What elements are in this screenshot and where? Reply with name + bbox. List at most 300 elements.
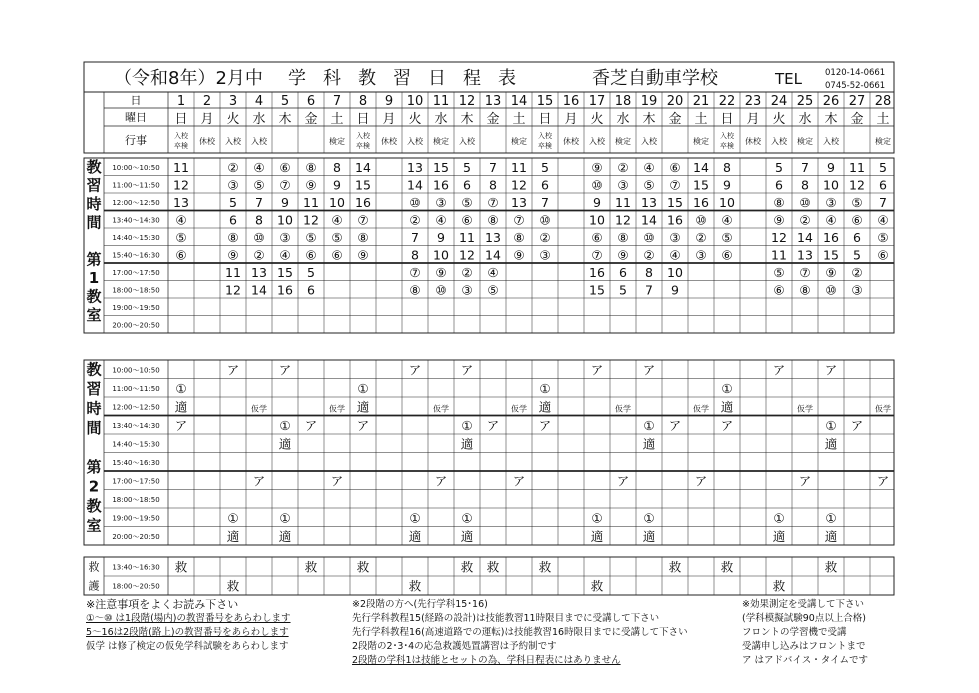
room2-cell: ア [850,417,864,433]
room1-cell: 5 [463,159,471,175]
day-number: 28 [874,94,892,109]
event-label: 休校 [381,137,397,146]
room1-cell: ③ [695,247,707,263]
school-name: 香芝自動車学校 [592,68,718,89]
event-label: 入校 [459,137,475,146]
room1-cell: ⑤ [175,229,187,245]
room1-cell: ④ [721,212,733,228]
room2-cell: ア [876,473,890,489]
room1-cell: ⑩ [695,212,707,228]
rescue-label-char: 護 [88,579,100,593]
event-label: 入校 [720,132,734,140]
room1-label-char: 時 [86,194,102,213]
room1-cell: 12 [771,229,787,245]
room1-cell: 5 [229,194,237,210]
room2-cell: 仮学 [251,404,267,414]
room2-cell: ア [616,473,630,489]
room1-cell: 12 [849,177,865,193]
room1-cell: 14 [251,282,267,298]
room1-cell: ④ [643,159,655,175]
note-advice-time: ア はアドバイス・タイムです [742,655,869,666]
room1-cell: 7 [411,229,419,245]
room2-time-slot: 18:00～18:50 [112,495,160,504]
room2-cell: 適 [408,528,422,544]
room1-label-char: 教 [86,287,102,306]
room2-cell: ア [798,473,812,489]
room2-cell: 仮学 [433,404,449,414]
tel-label: TEL [775,70,802,88]
room1-cell: 11 [303,194,319,210]
weekday-name: 土 [330,112,344,127]
room1-cell: ⑨ [773,212,785,228]
event-label: 検定 [433,137,449,146]
room2-cell: 適 [174,399,188,415]
room2-cell: ア [642,362,656,378]
room1-cell: 12 [303,212,319,228]
day-number: 4 [254,94,264,109]
room1-cell: 10 [329,194,345,210]
weekday-name: 火 [226,112,240,127]
room1-cell: ⑦ [409,264,421,280]
tel-number-2: 0745-52-0661 [825,81,886,91]
note-mock-exam: (学科模擬試験90点以上合格) [742,613,867,624]
room1-cell: 7 [801,159,809,175]
title-char-1: 学 [288,68,306,89]
room1-cell: ⑦ [513,212,525,228]
room1-cell: 9 [437,229,445,245]
day-number: 14 [510,94,528,109]
room2-cell: ① [539,380,551,396]
weekday-name: 土 [694,112,708,127]
room2-cell: 適 [538,399,552,415]
title-char-5: 日 [428,68,446,89]
weekday-name: 月 [564,112,578,127]
room1-cell: ⑤ [721,229,733,245]
event-label: 入校 [641,137,657,146]
room1-time-slot: 17:00～17:50 [112,268,160,277]
room1-cell: 9 [671,282,679,298]
room2-cell: ① [721,380,733,396]
room1-cell: 6 [463,177,471,193]
room1-cell: ⑨ [513,247,525,263]
room1-cell: 10 [277,212,293,228]
day-number: 3 [228,94,238,109]
event-label: 休校 [199,137,215,146]
room2-cell: 仮学 [511,404,527,414]
room1-label-char: 習 [86,176,102,195]
room1-cell: 8 [489,177,497,193]
room1-cell: 15 [823,247,839,263]
room1-cell: ② [539,229,551,245]
room2-label-char: 時 [86,399,102,418]
room1-cell: ⑥ [851,212,863,228]
room1-label-char: 間 [86,213,102,232]
room1-cell: ② [227,159,239,175]
room1-cell: ⑥ [591,229,603,245]
room1-cell: 9 [827,159,835,175]
room1-cell: ⑩ [825,282,837,298]
room2-cell: ア [304,417,318,433]
room1-cell: 5 [619,282,627,298]
note-stage2-numbers: 5～16は2段階(路上)の教習番号をあらわします [86,627,289,638]
room2-cell: 適 [278,436,292,452]
room2-cell: ① [591,510,603,526]
room1-cell: ⑧ [799,282,811,298]
room2-cell: ア [174,417,188,433]
room1-cell: ⑥ [721,247,733,263]
room2-cell: 適 [460,528,474,544]
room1-cell: 16 [355,194,371,210]
event-label: 卒検 [174,142,188,150]
day-number: 26 [822,94,840,109]
room1-cell: 14 [641,212,657,228]
room1-cell: 8 [411,247,419,263]
weekday-name: 日 [356,112,370,127]
room1-cell: 10 [667,264,683,280]
note-first-aid: 2段階の2･3･4の応急救護処置講習は予約制です [352,641,557,652]
room1-label-char: 教 [86,157,102,176]
room2-cell: 仮学 [615,404,631,414]
weekday-name: 月 [200,112,214,127]
room1-cell: 7 [645,282,653,298]
room2-cell: 適 [226,528,240,544]
room1-cell: ⑧ [305,159,317,175]
room2-cell: ア [824,362,838,378]
room1-cell: 5 [775,159,783,175]
room1-cell: ④ [487,264,499,280]
room2-time-slot: 14:40～15:30 [112,440,160,449]
room2-cell: 適 [460,436,474,452]
room1-cell: 14 [693,159,709,175]
room2-cell: ① [825,510,837,526]
room1-cell: 9 [723,177,731,193]
weekday-name: 土 [876,112,890,127]
room1-cell: 15 [433,159,449,175]
day-number: 18 [614,94,632,109]
room1-cell: ③ [227,177,239,193]
rescue-cell: 救 [590,578,604,594]
day-number: 9 [384,94,394,109]
room2-cell: ① [227,510,239,526]
room1-cell: ⑥ [669,159,681,175]
day-number: 10 [406,94,424,109]
rescue-cell: 救 [408,578,422,594]
room1-cell: 9 [281,194,289,210]
room1-cell: ⑤ [253,177,265,193]
tel-number-1: 0120-14-0661 [825,68,886,78]
room2-cell: 適 [278,528,292,544]
rescue-cell: 救 [668,559,682,575]
event-label: 入校 [407,137,423,146]
rescue-cell: 救 [460,559,474,575]
room1-cell: 12 [615,212,631,228]
room2-cell: ア [538,417,552,433]
room1-cell: ⑩ [435,282,447,298]
room1-cell: ⑩ [799,194,811,210]
room1-cell: ③ [825,194,837,210]
room1-cell: 16 [277,282,293,298]
room1-cell: ⑦ [799,264,811,280]
room1-cell: ④ [825,212,837,228]
weekday-name: 金 [486,112,500,127]
room1-cell: ⑨ [617,247,629,263]
rescue-cell: 救 [538,559,552,575]
room1-cell: 15 [277,264,293,280]
room1-cell: 5 [541,159,549,175]
rescue-cell: 救 [356,559,370,575]
room2-cell: 適 [642,528,656,544]
rescue-time-slot: 18:00～20:50 [112,582,160,591]
room2-cell: 適 [824,528,838,544]
room1-cell: ⑨ [591,159,603,175]
room1-label-char: 室 [86,305,102,324]
day-number: 27 [848,94,866,109]
room1-label-char: 1 [88,268,100,287]
room1-cell: 8 [723,159,731,175]
rescue-cell: 救 [772,578,786,594]
room1-cell: ⑩ [253,229,265,245]
room1-cell: ③ [851,282,863,298]
room1-time-slot: 10:00～10:50 [112,163,160,172]
event-label: 入校 [538,132,552,140]
room1-cell: ⑧ [513,229,525,245]
room2-cell: ア [720,417,734,433]
room1-cell: ③ [435,194,447,210]
room2-cell: 仮学 [329,404,345,414]
room2-cell: ① [409,510,421,526]
room2-cell: ① [825,417,837,433]
room1-cell: ⑤ [773,264,785,280]
day-number: 22 [718,94,736,109]
room2-cell: ア [278,362,292,378]
room1-cell: ② [253,247,265,263]
room1-cell: ⑨ [435,264,447,280]
event-label: 検定 [797,137,813,146]
event-label: 検定 [329,137,345,146]
room1-cell: 15 [693,177,709,193]
room1-cell: ④ [877,212,889,228]
room2-cell: ① [643,510,655,526]
room1-cell: ② [695,229,707,245]
room1-cell: 6 [879,177,887,193]
room1-cell: ⑩ [539,212,551,228]
room1-cell: 9 [593,194,601,210]
room1-cell: 7 [489,159,497,175]
room2-label-char: 室 [86,516,102,535]
weekday-name: 水 [434,112,448,127]
title-era: （令和8年）2月中 [114,68,263,89]
note-provisional-test: 仮学 は修了検定の仮免学科試験をあらわします [86,641,289,652]
room2-time-slot: 11:00～11:50 [112,384,160,393]
weekday-name: 金 [304,112,318,127]
room1-cell: ④ [279,247,291,263]
room1-cell: ⑩ [409,194,421,210]
day-number: 17 [588,94,606,109]
room2-cell: ア [408,362,422,378]
weekday-name: 金 [850,112,864,127]
room1-cell: ④ [253,159,265,175]
room2-cell: ア [668,417,682,433]
day-number: 1 [176,94,186,109]
room2-cell: ① [175,380,187,396]
event-label: 入校 [174,132,188,140]
day-number: 8 [358,94,368,109]
room1-cell: ④ [175,212,187,228]
event-label: 検定 [693,137,709,146]
weekday-name: 木 [460,112,474,127]
day-number: 24 [770,94,788,109]
room1-cell: ⑨ [305,177,317,193]
room1-cell: 6 [619,264,627,280]
event-label: 入校 [251,137,267,146]
room1-cell: ⑦ [357,212,369,228]
room1-cell: ⑧ [617,229,629,245]
event-label: 卒検 [538,142,552,150]
event-label: 入校 [225,137,241,146]
room1-time-slot: 12:00～12:50 [112,198,160,207]
room1-cell: ⑧ [227,229,239,245]
room1-cell: ⑥ [305,247,317,263]
room1-cell: 16 [433,177,449,193]
room1-cell: ⑤ [643,177,655,193]
room2-time-slot: 15:40～16:30 [112,458,160,467]
room1-cell: 10 [823,177,839,193]
room2-cell: ア [252,473,266,489]
room1-cell: ⑦ [279,177,291,193]
notes-col-1 [86,598,291,654]
room1-cell: ④ [669,247,681,263]
notes-col-3 [742,598,868,668]
room1-cell: ④ [331,212,343,228]
room1-cell: 13 [485,229,501,245]
room1-cell: 12 [173,177,189,193]
day-number: 19 [640,94,658,109]
room1-cell: ⑨ [227,247,239,263]
room2-label-char: 習 [86,380,102,399]
room2-cell: ア [772,362,786,378]
weekday-name: 月 [746,112,760,127]
room1-cell: 11 [173,159,189,175]
room1-cell: 16 [693,194,709,210]
weekday-name: 日 [720,112,734,127]
room1-cell: 10 [433,247,449,263]
room1-cell: 7 [879,194,887,210]
weekday-name: 日 [538,112,552,127]
notes-heading-caution: ※注意事項をよくお読み下さい [86,598,239,611]
room2-cell: ① [773,510,785,526]
room2-cell: ア [356,417,370,433]
day-number: 11 [432,94,450,109]
title-char-4: 習 [393,68,411,89]
room2-label-char: 教 [86,360,102,379]
room1-time-slot: 20:00～20:50 [112,321,160,330]
room1-cell: ⑤ [487,282,499,298]
room1-cell: 16 [823,229,839,245]
room2-cell: ア [460,362,474,378]
room1-cell: 6 [229,212,237,228]
room2-time-slot: 19:00～19:50 [112,514,160,523]
room2-cell: ア [486,417,500,433]
room1-time-slot: 13:40～14:30 [112,216,160,225]
event-label: 検定 [511,137,527,146]
room2-cell: 適 [590,528,604,544]
room1-cell: 16 [589,264,605,280]
title-char-7: 表 [498,68,516,89]
title-bar [84,62,894,92]
room1-cell: ⑧ [487,212,499,228]
weekday-name: 日 [174,112,188,127]
event-label: 卒検 [356,142,370,150]
room2-time-slot: 13:40～14:30 [112,421,160,430]
room1-cell: 6 [853,229,861,245]
event-label: 入校 [771,137,787,146]
event-label: 入校 [356,132,370,140]
room1-cell: ⑩ [591,177,603,193]
rescue-cell: 救 [304,559,318,575]
room2-cell: ① [643,417,655,433]
notes-col-2 [352,598,688,668]
rescue-cell: 救 [174,559,188,575]
room1-cell: 15 [667,194,683,210]
schedule-cells [86,94,891,594]
room1-cell: ③ [669,229,681,245]
rescue-cell: 救 [720,559,734,575]
room1-cell: 13 [797,247,813,263]
day-number: 2 [202,94,212,109]
room2-cell: ① [279,510,291,526]
event-header-label: 行事 [125,134,147,147]
room2-label-char: 間 [86,419,102,438]
day-number: 7 [332,94,342,109]
note-course-16: 先行学科教程16(高速道路での運転)は技能教習16時限目までに受講して下さい [352,627,688,638]
room1-cell: 13 [173,194,189,210]
title-char-3: 教 [358,68,376,89]
room1-cell: ⑥ [331,247,343,263]
room2-cell: ア [330,473,344,489]
room2-cell: 仮学 [875,404,891,414]
room2-time-slot: 10:00～10:50 [112,366,160,375]
room2-cell: 仮学 [693,404,709,414]
room1-cell: ⑦ [591,247,603,263]
room1-cell: 6 [775,177,783,193]
room1-cell: ⑨ [357,247,369,263]
room1-cell: ⑤ [877,229,889,245]
room1-cell: 8 [645,264,653,280]
weekday-name: 火 [590,112,604,127]
room1-cell: ② [461,264,473,280]
room1-cell: ⑧ [357,229,369,245]
room2-cell: 仮学 [797,404,813,414]
notes-heading-stage2: ※2段階の方へ(先行学科15･16) [352,599,488,610]
room1-cell: ④ [435,212,447,228]
event-label: 検定 [875,137,891,146]
note-stage2-lecture1: 2段階の学科1は技能とセットの為、学科日程表にはありません [352,655,621,666]
room1-time-slot: 19:00～19:50 [112,303,160,312]
room1-cell: 14 [355,159,371,175]
room2-time-slot: 17:00～17:50 [112,477,160,486]
day-number: 6 [306,94,316,109]
room1-cell: 8 [255,212,263,228]
room1-cell: 8 [333,159,341,175]
room1-cell: ② [799,212,811,228]
room2-cell: ア [590,362,604,378]
room1-time-slot: 14:40～15:30 [112,233,160,242]
day-number: 5 [280,94,290,109]
title-char-6: 程 [463,68,481,89]
room1-cell: 15 [589,282,605,298]
note-course-15: 先行学科教程15(経路の設計)は技能教習11時限目までに受講して下さい [352,613,660,624]
room2-cell: ア [226,362,240,378]
